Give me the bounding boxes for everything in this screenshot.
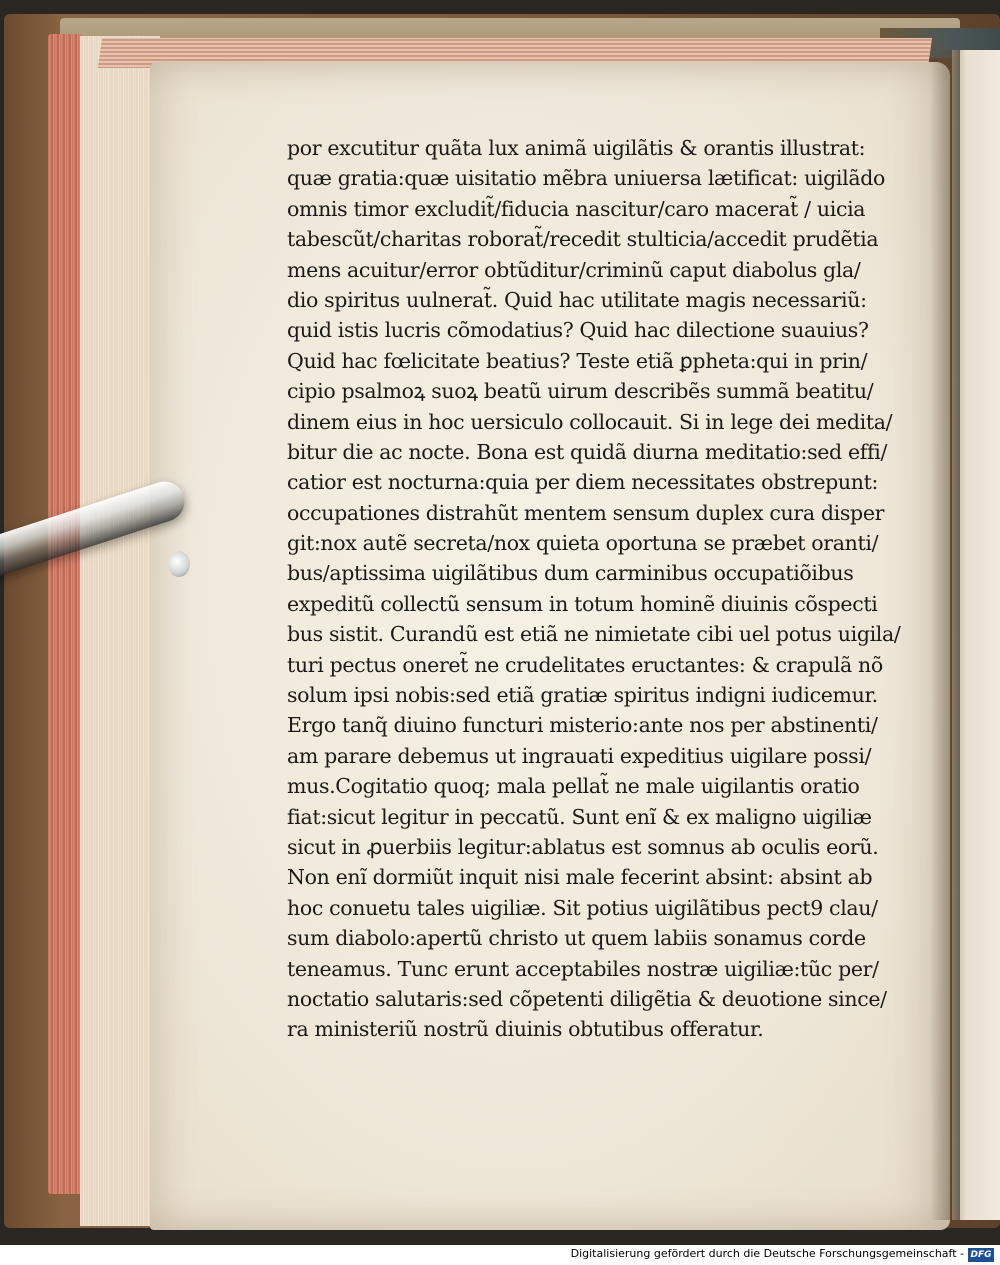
text-line: cipio psalmoꝝ suoꝝ beatũ uirum describẽs summã beatitu/ xyxy=(287,379,874,404)
text-line: fiat:sicut legitur in peccatũ. Sunt enĩ & ex maligno uigiliæ xyxy=(287,804,872,829)
text-line: git:nox autẽ secreta/nox quieta oportuna se præbet oranti/ xyxy=(287,531,879,556)
text-line: sicut in ꝓuerbiis legitur:ablatus est somnus ab oculis eorũ. xyxy=(287,834,879,859)
text-line: bus sistit. Curandũ est etiã ne nimietate cibi uel potus uigila/ xyxy=(287,622,901,647)
text-line: teneamus. Tunc erunt acceptabiles nostræ uigiliæ:tũc per/ xyxy=(287,956,879,981)
text-line: mens acuitur/error obtũditur/criminũ caput diabolus gla/ xyxy=(287,257,861,282)
text-line: turi pectus oneret̃ ne crudelitates eructantes: & crapulã nõ xyxy=(287,652,883,677)
text-line: quid istis lucris cõmodatius? Quid hac dilectione suauius? xyxy=(287,318,869,343)
text-line: solum ipsi nobis:sed etiã gratiæ spiritus indigni iudicemur. xyxy=(287,683,878,708)
text-line: mus.Cogitatio quoq; mala pellat̃ ne male uigilantis oratio xyxy=(287,774,860,799)
dfg-logo: DFG xyxy=(968,1248,994,1262)
text-line: Quid hac fœlicitate beatius? Teste etiã ꝑpheta:qui in prin/ xyxy=(287,348,868,373)
text-line: catior est nocturna:quia per diem necessitates obstrepunt: xyxy=(287,470,879,495)
text-line: tabescũt/charitas roborat̃/recedit stulticia/accedit prudẽtia xyxy=(287,227,879,252)
text-line: expeditũ collectũ sensum in totum hominẽ diuinis cõspecti xyxy=(287,591,878,616)
digitization-footer xyxy=(0,1245,1000,1265)
text-line: hoc conuetu tales uigiliæ. Sit potius uigilãtibus pect9 clau/ xyxy=(287,895,878,920)
text-line: dinem eius in hoc uersiculo collocauit. Si in lege dei medita/ xyxy=(287,409,893,434)
text-line: quæ gratia:quæ uisitatio mẽbra uniuersa lætificat: uigilãdo xyxy=(287,166,885,191)
page-text-block xyxy=(287,133,902,1045)
text-line: occupationes distrahũt mentem sensum duplex cura disper xyxy=(287,500,885,525)
page-edges-stack xyxy=(80,36,160,1226)
text-line: bus/aptissima uigilãtibus dum carminibus occupatiõibus xyxy=(287,561,854,586)
text-line: sum diabolo:apertũ christo ut quem labiis sonamus corde xyxy=(287,926,866,951)
page-edges-gilt xyxy=(48,34,82,1194)
text-line: ra ministeriũ nostrũ diuinis obtutibus offeratur. xyxy=(287,1017,764,1042)
text-line: dio spiritus uulnerat̃. Quid hac utilitate magis necessariũ: xyxy=(287,287,867,312)
text-line: Ergo tanq̃ diuino functuri misterio:ante nos per abstinenti/ xyxy=(287,713,878,738)
text-line: por excutitur quãta lux animã uigilãtis & orantis illustrat: xyxy=(287,136,866,160)
text-line: Non enĩ dormiũt inquit nisi male fecerint absint: absint ab xyxy=(287,865,873,890)
text-line: am parare debemus ut ingrauati expeditius uigilare possi/ xyxy=(287,743,872,768)
footer-credit: Digitalisierung gefördert durch die Deutsche Forschungsgemeinschaft - xyxy=(570,1247,964,1260)
text-line: omnis timor excludit̃/fiducia nascitur/caro macerat̃ / uicia xyxy=(287,196,866,221)
page-gutter-shadow xyxy=(930,50,960,1220)
text-line: noctatio salutaris:sed cõpetenti diligẽtia & deuotione since/ xyxy=(287,986,887,1011)
page-weight-tip xyxy=(168,551,190,577)
text-line: bitur die ac nocte. Bona est quidã diurna meditatio:sed effi/ xyxy=(287,439,887,464)
